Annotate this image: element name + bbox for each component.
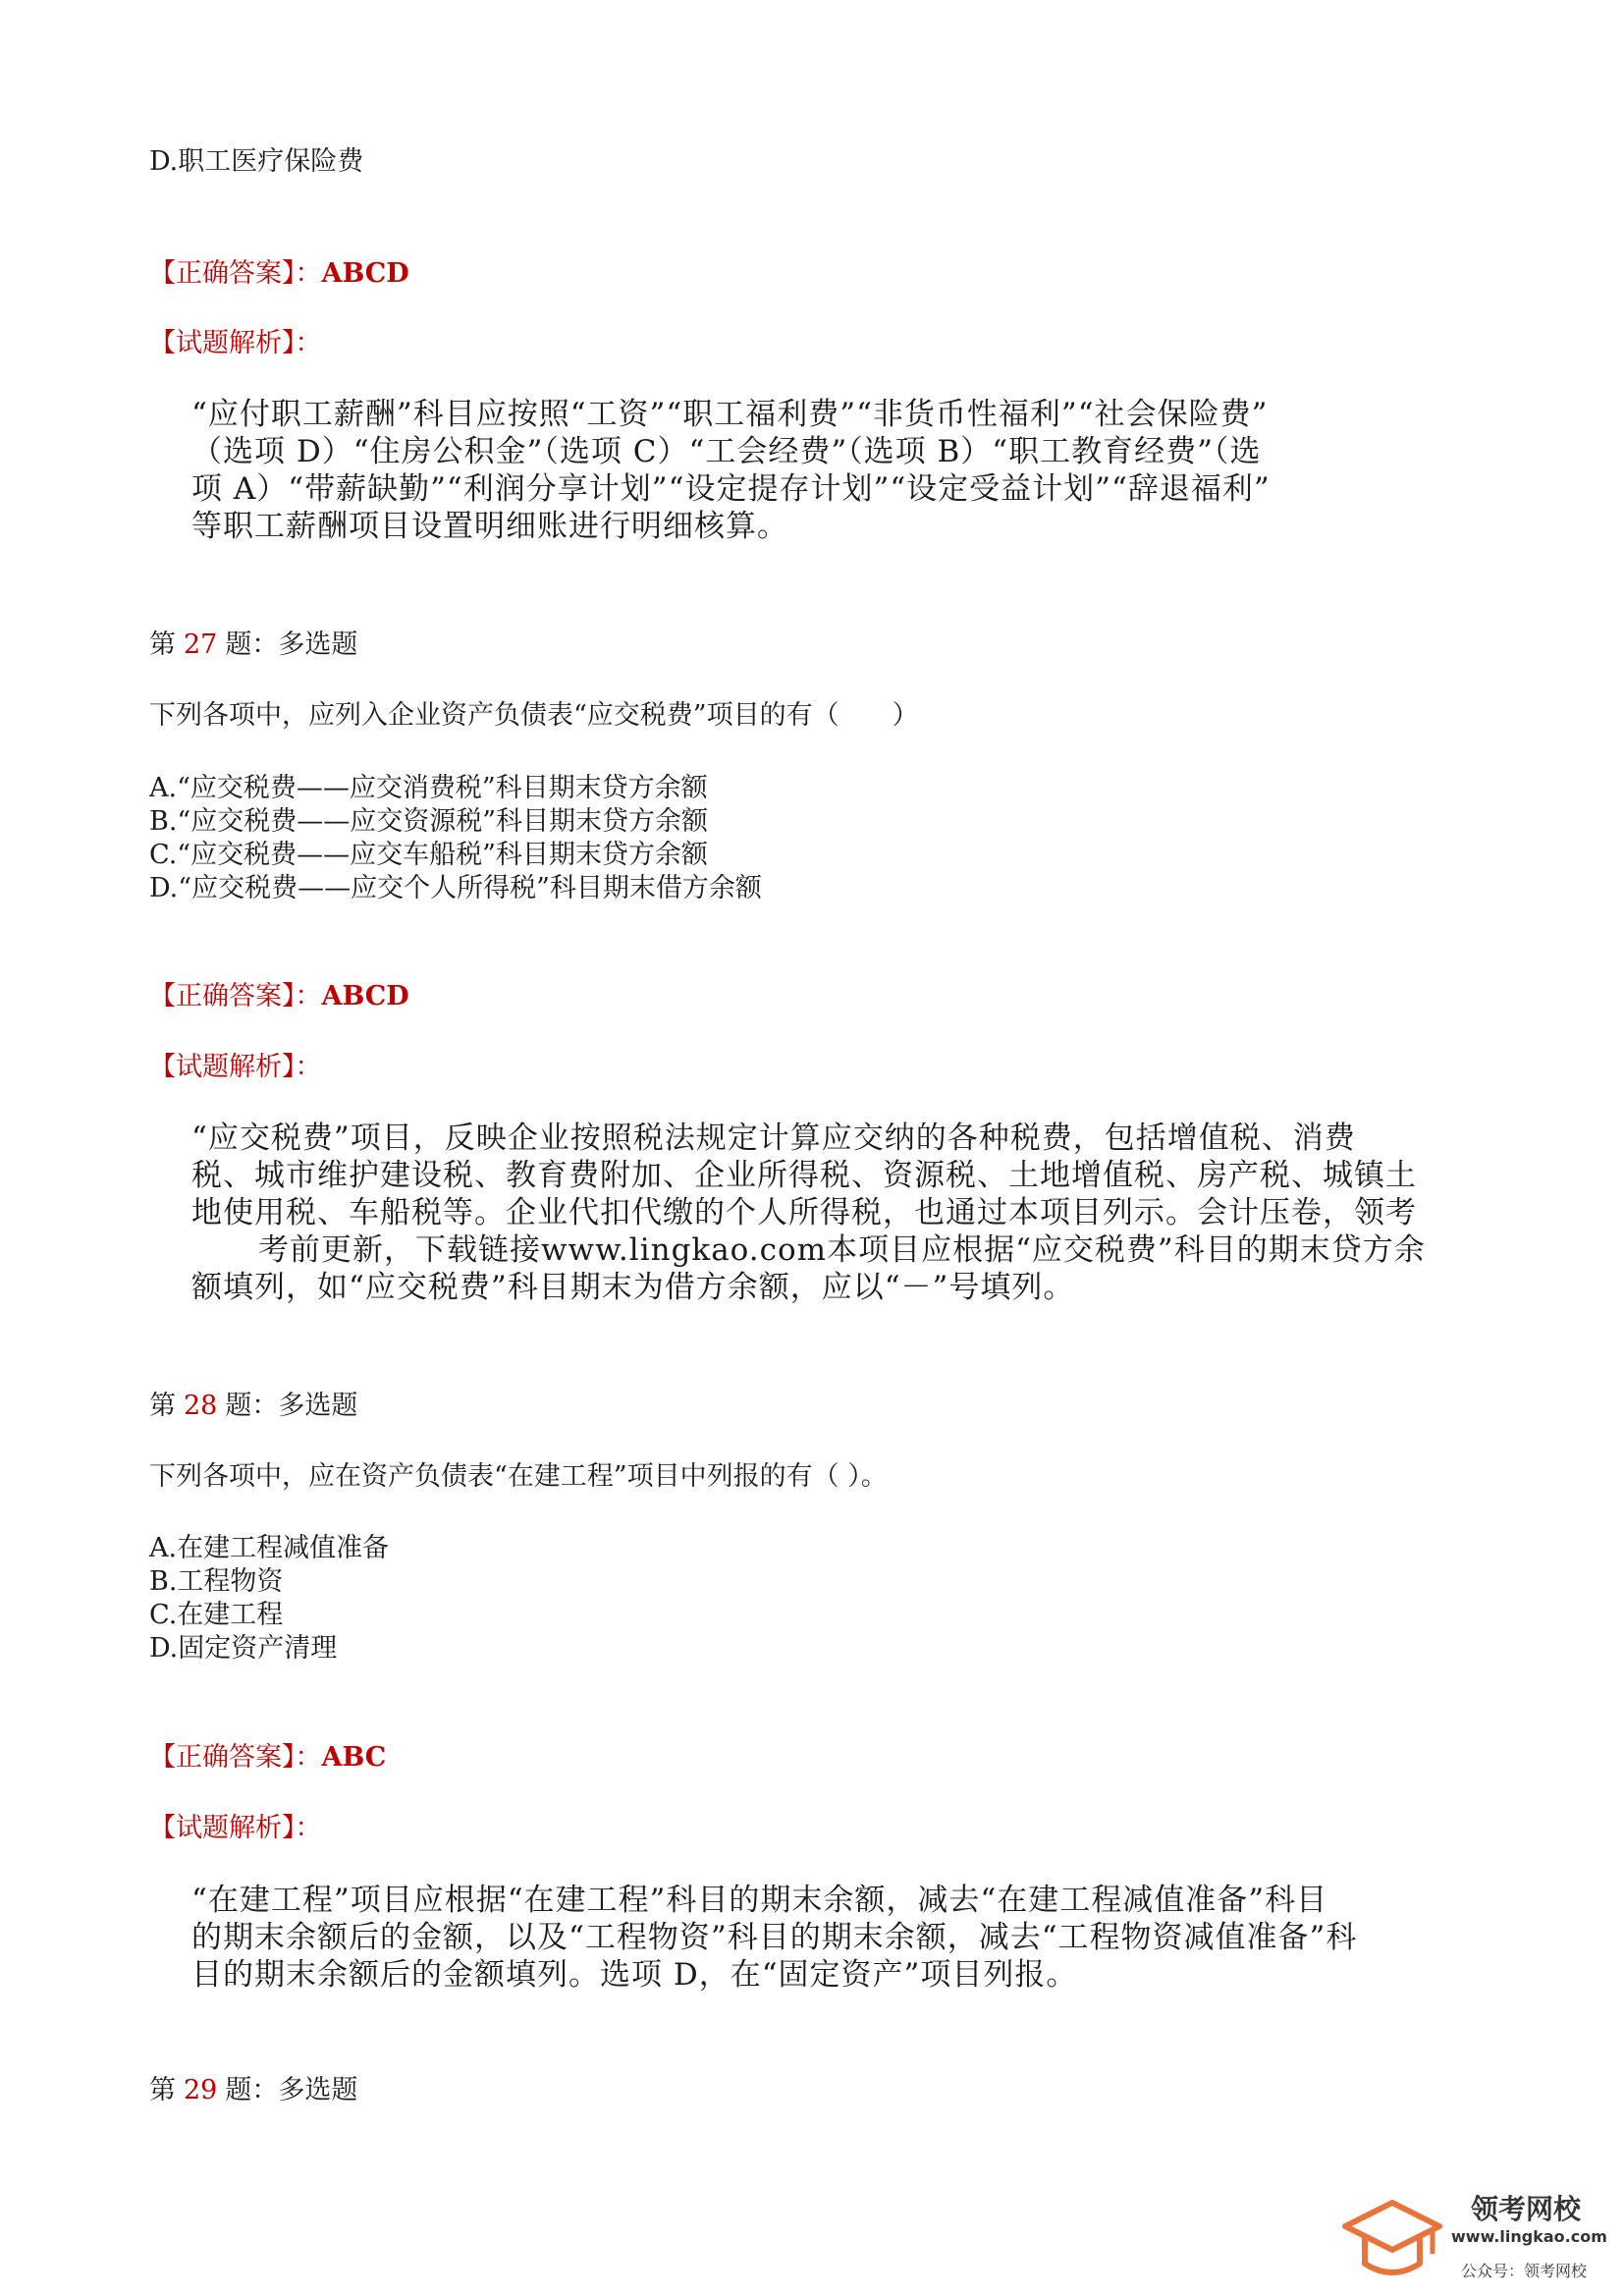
option-a: A.“应交税费——应交消费税”科目期末贷方余额 (149, 773, 708, 803)
analysis-line: 额填列，如“应交税费”科目期末为借方余额，应以“－”号填列。 (191, 1270, 1075, 1305)
analysis-text (191, 396, 1478, 545)
answer-line (149, 980, 409, 1013)
question-number: 29 (184, 2075, 218, 2105)
analysis-line: 税、城市维护建设税、教育费附加、企业所得税、资源税、土地增值税、房产税、城镇土 (191, 1158, 1417, 1193)
answer-value: ABCD (321, 258, 409, 289)
answer-label: 【正确答案】： (149, 258, 322, 289)
answer-label: 【正确答案】： (149, 1742, 322, 1773)
analysis-line: “应交税费”项目，反映企业按照税法规定计算应交纳的各种税费，包括增值税、消费 (191, 1121, 1356, 1156)
option-list (149, 772, 762, 905)
answer-value: ABCD (321, 981, 409, 1011)
option-d: D.职工医疗保险费 (149, 146, 364, 177)
option-b: B.工程物资 (149, 1566, 284, 1597)
question-number: 27 (184, 629, 218, 660)
option-d: D.固定资产清理 (149, 1633, 338, 1664)
answer-label: 【正确答案】： (149, 981, 322, 1011)
analysis-line: 目的期末余额后的金额填列。选项 D，在“固定资产”项目列报。 (191, 1957, 1078, 1993)
question-stem: 下列各项中，应列入企业资产负债表“应交税费”项目的有（ ） (149, 700, 919, 731)
logo-url: www.lingkao.com (1451, 2227, 1607, 2246)
option-list (149, 1532, 389, 1666)
analysis-line: “在建工程”项目应根据“在建工程”科目的期末余额，减去“在建工程减值准备”科目 (191, 1883, 1328, 1918)
question-stem: 下列各项中，应在资产负债表“在建工程”项目中列报的有（ ）。 (149, 1461, 888, 1492)
analysis-line: 的期末余额后的金额，以及“工程物资”科目的期末余额，减去“工程物资减值准备”科 (191, 1920, 1358, 1955)
option-c: C.“应交税费——应交车船税”科目期末贷方余额 (149, 840, 708, 870)
question-header: 第 28 题：多选题 (149, 1391, 358, 1421)
logo-name: 领考网校 (1471, 2193, 1582, 2225)
question-number: 28 (184, 1391, 218, 1421)
option-d: D.“应交税费——应交个人所得税”科目期末借方余额 (149, 873, 762, 903)
analysis-line: 地使用税、车船税等。企业代扣代缴的个人所得税，也通过本项目列示。会计压卷，领考 (191, 1195, 1417, 1230)
analysis-text (191, 1882, 1478, 1994)
option-c: C.在建工程 (149, 1600, 284, 1630)
analysis-label: 【试题解析】： (149, 328, 322, 358)
logo-public-account: 公众号：领考网校 (1461, 2262, 1588, 2280)
analysis-text (191, 1120, 1478, 1306)
question-header: 第 27 题：多选题 (149, 629, 358, 660)
analysis-label: 【试题解析】： (149, 1813, 322, 1843)
answer-value: ABC (321, 1742, 387, 1773)
question-header: 第 29 题：多选题 (149, 2075, 358, 2105)
analysis-line: “应付职工薪酬”科目应按照“工资”“职工福利费”“非货币性福利”“社会保险费” (191, 397, 1269, 432)
option-b: B.“应交税费——应交资源税”科目期末贷方余额 (149, 806, 709, 837)
answer-line (149, 257, 409, 291)
analysis-line: 考前更新，下载链接www.lingkao.com本项目应根据“应交税费”科目的期末贷方余 (258, 1232, 1426, 1268)
analysis-line: 项 A）“带薪缺勤”“利润分享计划”“设定提存计划”“设定受益计划”“辞退福利” (191, 471, 1271, 507)
answer-line (149, 1741, 386, 1775)
analysis-line: （选项 D）“住房公积金”（选项 C）“工会经费”（选项 B）“职工教育经费”（选 (191, 434, 1262, 469)
analysis-line: 等职工薪酬项目设置明细账进行明细核算。 (191, 509, 788, 544)
analysis-label: 【试题解析】： (149, 1052, 322, 1082)
option-a: A.在建工程减值准备 (149, 1533, 390, 1563)
